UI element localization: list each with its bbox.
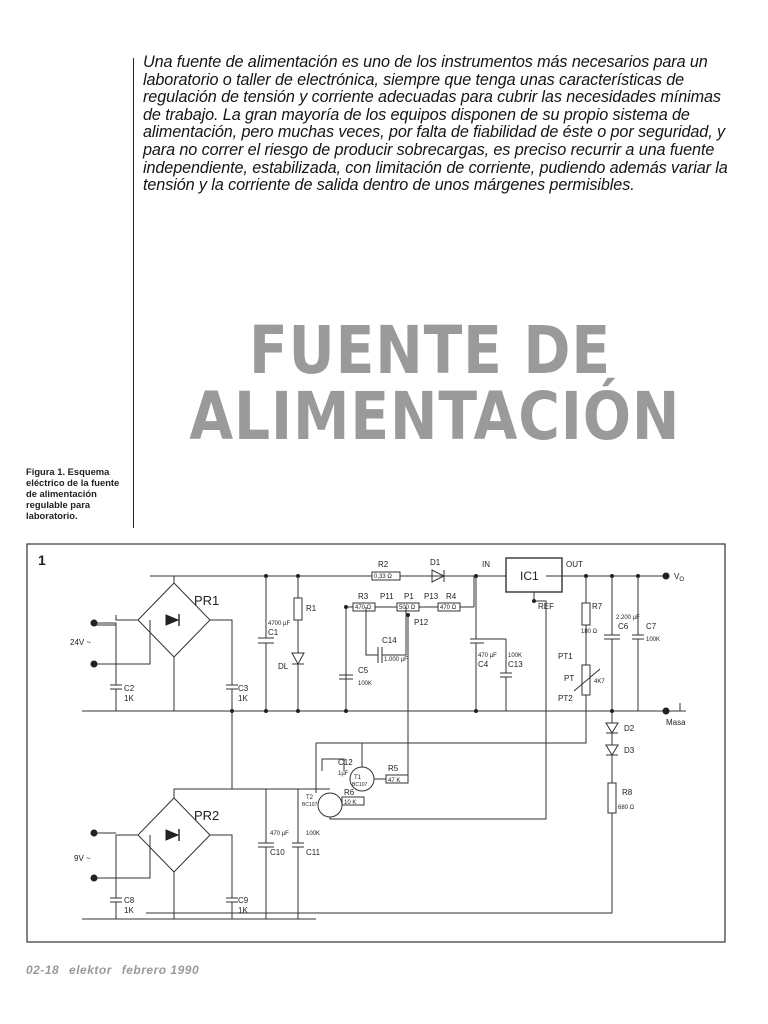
page-footer <box>26 963 205 977</box>
label-vo <box>674 572 684 583</box>
label-pt-value: 4K7 <box>594 679 605 685</box>
title-line-1: FUENTE DE <box>248 312 612 389</box>
label-c3: C3 <box>238 684 249 693</box>
label-c9: C9 <box>238 896 249 905</box>
label-r4: R4 <box>446 592 457 601</box>
label-r5-value: 47 K <box>388 778 401 784</box>
label-r3-value: 470 Ω <box>355 605 372 611</box>
label-pt: PT <box>564 674 575 683</box>
figure-caption: Figura 1. Esquema eléctrico de la fuente de alimentación regulable para laboratorio. <box>26 466 120 521</box>
label-r6-value: 10 K <box>344 800 357 806</box>
label-r8-value: 680 Ω <box>618 805 635 811</box>
figure-number: 1 <box>38 552 46 568</box>
label-24v: 24V ~ <box>70 638 92 647</box>
label-c1: C1 <box>268 628 279 637</box>
title-line-2: ALIMENTACIÓN <box>189 378 681 455</box>
label-c2-value: 1K <box>124 694 134 703</box>
label-c8-value: 1K <box>124 906 134 915</box>
label-c5: C5 <box>358 666 369 675</box>
label-p1: P1 <box>404 592 414 601</box>
label-c7: C7 <box>646 622 657 631</box>
label-c4: C4 <box>478 660 489 669</box>
label-t1: T1 <box>354 775 362 781</box>
label-out: OUT <box>566 560 583 569</box>
label-t2-value: BC107 <box>302 802 318 808</box>
label-c13: C13 <box>508 660 523 669</box>
label-c9-value: 1K <box>238 906 248 915</box>
label-c11: C11 <box>306 848 321 857</box>
label-ref: REF <box>538 602 554 611</box>
label-c13-value: 100K <box>508 653 523 659</box>
label-vo-sub: O <box>679 577 685 583</box>
label-pr2: PR2 <box>194 808 220 823</box>
label-vo-main: V <box>674 572 680 581</box>
label-p12: P12 <box>414 618 429 627</box>
label-r2-value: 0,33 Ω <box>374 574 392 580</box>
footer-magazine: elektor <box>69 963 112 977</box>
label-in: IN <box>482 560 490 569</box>
label-c5-value: 100K <box>358 681 373 687</box>
footer-page-number: 02-18 <box>26 963 60 977</box>
label-r1: R1 <box>306 604 317 613</box>
label-c14: C14 <box>382 636 397 645</box>
label-pr1: PR1 <box>194 593 220 608</box>
label-d1: D1 <box>430 558 441 567</box>
label-c8: C8 <box>124 896 135 905</box>
label-d3: D3 <box>624 746 635 755</box>
column-rule <box>133 58 134 528</box>
label-c6-value: 2.200 µF <box>616 615 640 621</box>
label-r7: R7 <box>592 602 603 611</box>
label-c1-value: 4700 µF <box>268 621 291 627</box>
label-dl: DL <box>278 662 289 671</box>
label-pt1: PT1 <box>558 652 573 661</box>
label-t2: T2 <box>306 795 314 801</box>
label-c2: C2 <box>124 684 135 693</box>
label-r7-value: 180 Ω <box>581 629 598 635</box>
label-c10-value: 470 µF <box>270 831 289 837</box>
label-c14-value: 1.000 µF <box>384 657 408 663</box>
label-d2: D2 <box>624 724 635 733</box>
article-title <box>189 312 681 455</box>
label-9v: 9V ~ <box>74 854 91 863</box>
label-c12-value: 1µF <box>338 771 349 777</box>
label-c10: C10 <box>270 848 285 857</box>
label-c6: C6 <box>618 622 629 631</box>
label-r8: R8 <box>622 788 633 797</box>
label-p11: P11 <box>380 592 394 601</box>
label-c3-value: 1K <box>238 694 248 703</box>
label-c11-value: 100K <box>306 831 321 837</box>
label-masa: Masa <box>666 718 686 727</box>
label-ic1: IC1 <box>520 569 539 583</box>
label-p13: P13 <box>424 592 439 601</box>
label-c12: C12 <box>338 758 353 767</box>
label-r5: R5 <box>388 764 399 773</box>
label-t1-value: BC107 <box>352 782 368 788</box>
label-r3: R3 <box>358 592 369 601</box>
label-pt2: PT2 <box>558 694 573 703</box>
label-c4-value: 470 µF <box>478 653 497 659</box>
intro-paragraph: Una fuente de alimentación es uno de los instrumentos más necesarios para un laboratorio o taller de electrónica, siempre que tenga unas características de regulación de tensión y corriente adecuadas para cubrir las necesidades mínimas de trabajo. La gran mayoría de los equipos disponen de su propio sistema de alimentación, pero muchas veces, por falta de fiabilidad de éste o por seguridad, y para no correr el riesgo de producir sobrecargas, es preciso recurrir a una fuente independiente, estabilizada, con limitación de corriente, pudiendo además variar la tensión y la corriente de salida dentro de unos márgenes permisibles. <box>143 53 728 195</box>
footer-issue: febrero 1990 <box>121 963 200 977</box>
label-c7-value: 100K <box>646 637 661 643</box>
label-r2: R2 <box>378 560 389 569</box>
circuit-schematic <box>26 543 726 943</box>
label-p1-value: 500 Ω <box>399 605 416 611</box>
label-r4-value: 470 Ω <box>440 605 457 611</box>
label-r6: R6 <box>344 788 355 797</box>
